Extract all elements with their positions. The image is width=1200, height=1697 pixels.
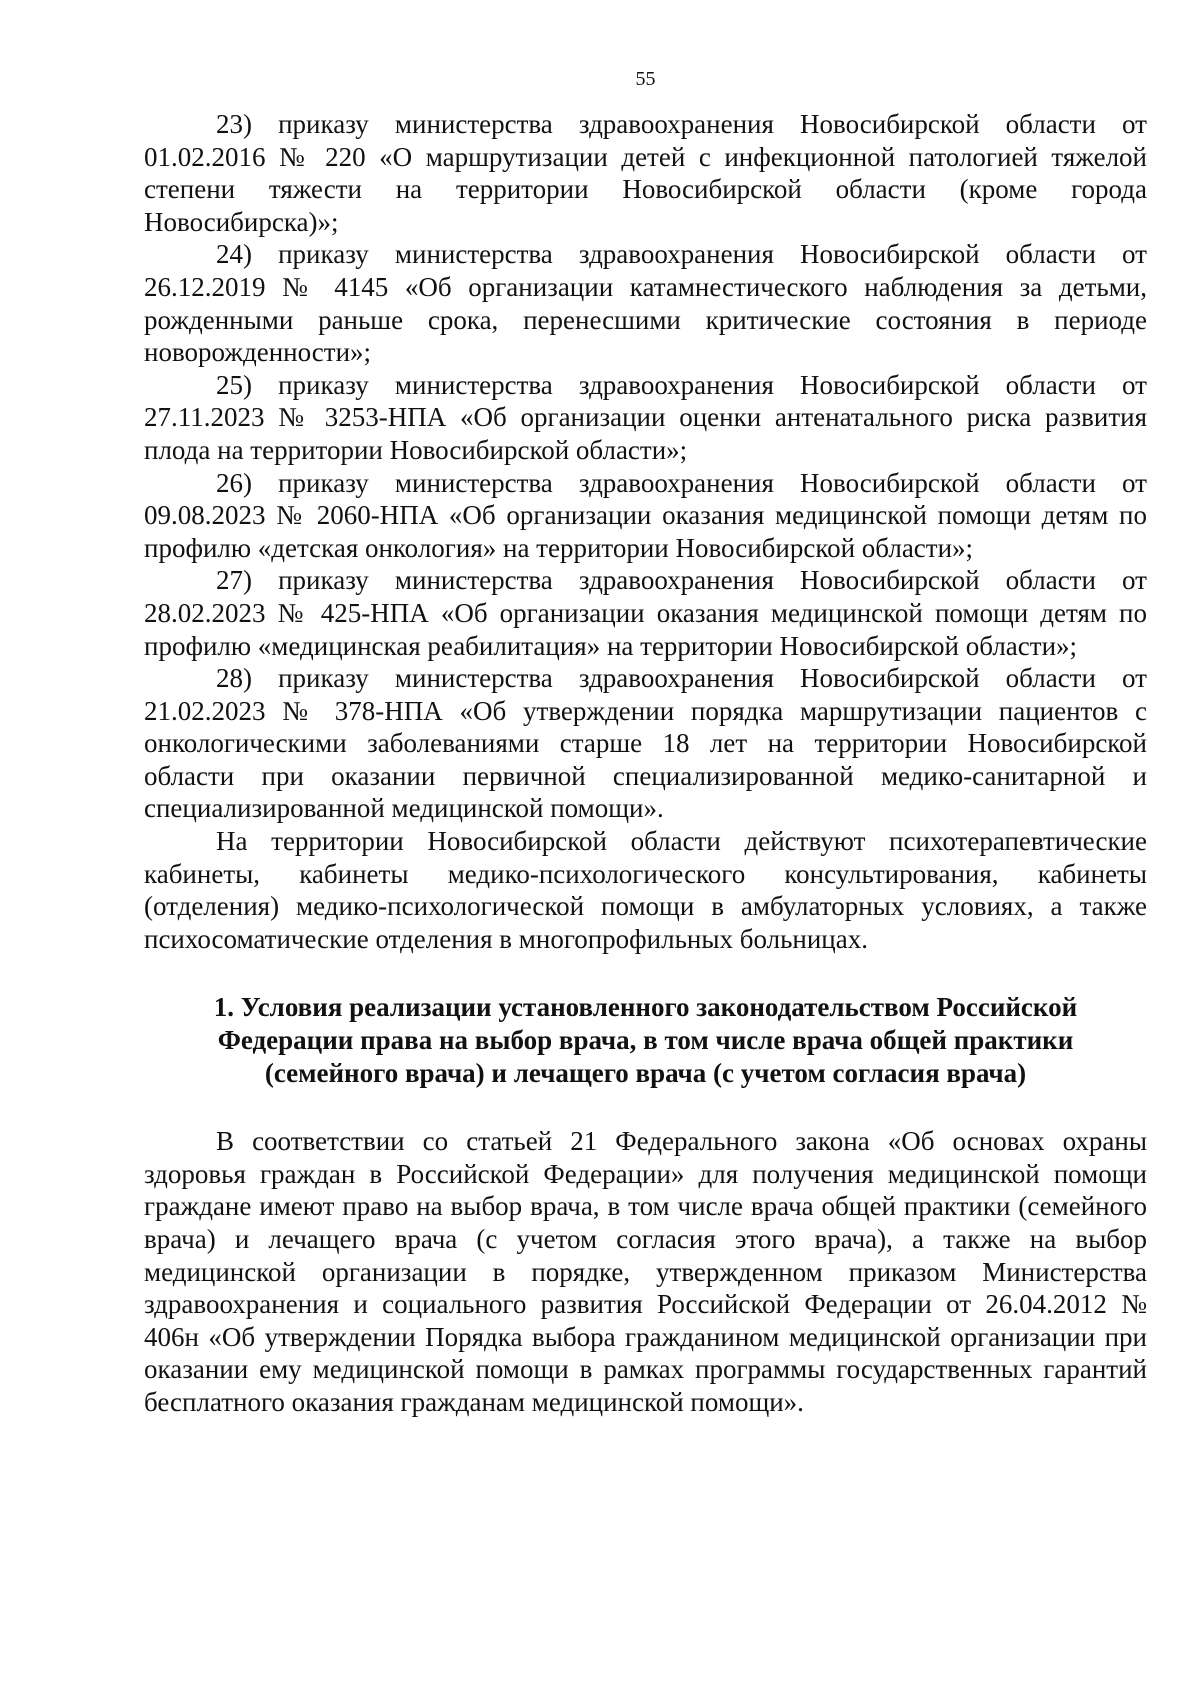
list-item: 28) приказу министерства здравоохранения Новосибирской области от 21.02.2023 № 378-НПА «Об утверждении порядка маршрутизации пациентов с онкологическими заболеваниями старше 18 лет на территории Новосибирской области при оказании первичной специализированной медико-санитарной и специализированной медицинской помощи». xyxy=(144,663,1147,824)
list-item: 27) приказу министерства здравоохранения Новосибирской области от 28.02.2023 № 425-НПА «Об организации оказания медицинской помощи детям по профилю «медицинская реабилитация» на территории Новосибирской области»; xyxy=(144,565,1147,661)
list-item: 26) приказу министерства здравоохранения Новосибирской области от 09.08.2023 № 2060-НПА «Об организации оказания медицинской помощи детям по профилю «детская онкология» на территории Новосибирской области»; xyxy=(144,467,1147,563)
order-list xyxy=(144,108,1147,825)
section-paragraph: В соответствии со статьей 21 Федерального закона «Об основах охраны здоровья граждан в Российской Федерации» для получения медицинской помощи граждане имеют право на выбор врача, в том числе врача общей практики (семейного врача) и лечащего врача (с учетом согласия этого врача), а также на выбор медицинской организации в порядке, утвержденном приказом Министерства здравоохранения и социального развития Российской Федерации от 26.04.2012 № 406н «Об утверждении Порядка выбора гражданином медицинской организации при оказании ему медицинской помощи в рамках программы государственных гарантий бесплатного оказания гражданам медицинской помощи». xyxy=(144,1126,1147,1417)
section-heading-line: 1. Условия реализации установленного законодательством Российской xyxy=(213,992,1078,1023)
document-page xyxy=(144,64,1147,1419)
section-heading xyxy=(144,991,1147,1089)
list-item: 23) приказу министерства здравоохранения Новосибирской области от 01.02.2016 № 220 «О маршрутизации детей с инфекционной патологией тяжелой степени тяжести на территории Новосибирской области (кроме города Новосибирска)»; xyxy=(144,109,1147,237)
page-number: 55 xyxy=(635,68,656,90)
section-heading-line: (семейного врача) и лечащего врача (с учетом согласия врача) xyxy=(264,1057,1027,1088)
section-heading-line: Федерации права на выбор врача, в том числе врача общей практики xyxy=(217,1025,1074,1056)
section-body xyxy=(144,1125,1147,1418)
list-item: 25) приказу министерства здравоохранения Новосибирской области от 27.11.2023 № 3253-НПА «Об организации оценки антенатального риска развития плода на территории Новосибирской области»; xyxy=(144,369,1147,465)
list-item: 24) приказу министерства здравоохранения Новосибирской области от 26.12.2019 № 4145 «Об организации катамнестического наблюдения за детьми, рожденными раньше срока, перенесшими критические состояния в периоде новорожденности»; xyxy=(144,239,1147,368)
closing-paragraph: На территории Новосибирской области действуют психотерапевтические кабинеты, кабинеты медико-психологического консультирования, кабинеты (отделения) медико-психологической помощи в амбулаторных условиях, а также психосоматические отделения в многопрофильных больницах. xyxy=(144,826,1147,954)
